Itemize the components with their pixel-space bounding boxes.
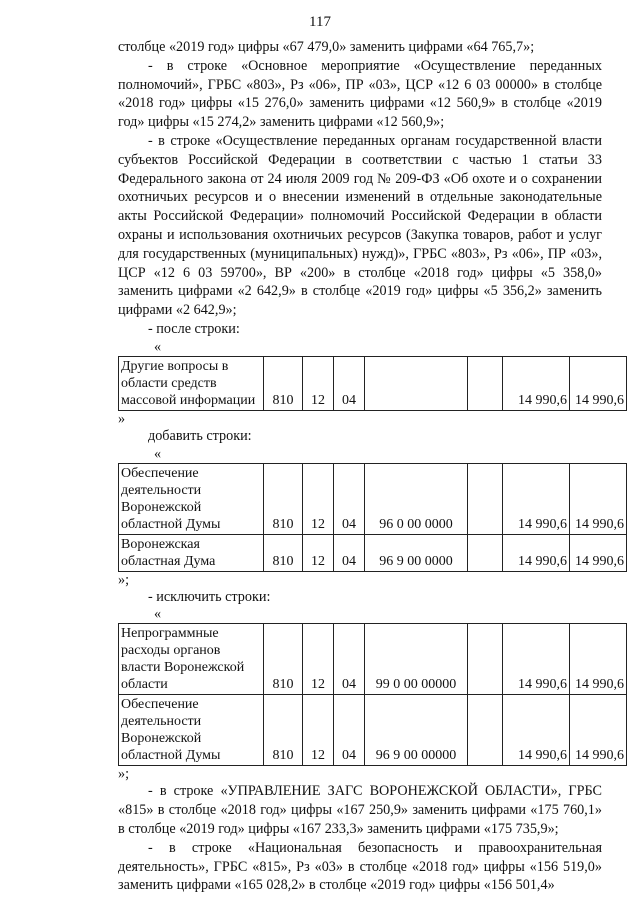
table-row: [119, 356, 627, 410]
cell-2018: 14 990,6: [503, 695, 570, 766]
cell-vr: [468, 695, 503, 766]
quote-open: «: [154, 338, 162, 355]
cell-csr: 99 0 00 00000: [365, 624, 468, 695]
paragraph: - исключить строки:: [148, 588, 271, 605]
cell-2019: 14 990,6: [570, 534, 627, 571]
paragraph: - в строке «Осуществление переданных органам государственной власти субъектов Российской Федерации в соответствии с частью 1 статьи 33 Федерального закона от 24 июля 2009 год № 209-ФЗ «Об охоте и о сохранении охотничьих ресурсов и о внесении изменений в отдельные законодательные акты Российской Федерации» полномочий Российской Федерации в области охраны и использования охотничьих ресурсов (Закупка товаров, работ и услуг для государственных (муниципальных) нужд)», ГРБС «803», Рз «06», ПР «03», ЦСР «12 6 03 59700», ВР «200» в столбце «2018 год» цифры «5 358,0» заменить цифрами «2 642,9» в столбце «2019 год» цифры «5 356,2» заменить цифрами «2 642,9»;: [118, 132, 602, 319]
row-name: Воронежская областная Дума: [119, 534, 264, 571]
cell-pr: 04: [334, 534, 365, 571]
quote-open: «: [154, 606, 162, 623]
quote-open: «: [154, 445, 162, 462]
cell-pr: 04: [334, 356, 365, 410]
cell-vr: [468, 624, 503, 695]
cell-rz: 12: [303, 356, 334, 410]
paragraph: - в строке «Национальная безопасность и правоохранительная деятельность», ГРБС «815», Рз «03» в столбце «2018 год» цифры «156 519,0» заменить цифрами «165 028,2» в столбце «2019 год» цифры «156 501,4»: [118, 839, 602, 894]
budget-table-1: [118, 356, 627, 411]
cell-rz: 12: [303, 534, 334, 571]
cell-grbs: 810: [264, 695, 303, 766]
quote-close: »: [118, 410, 126, 427]
cell-grbs: 810: [264, 463, 303, 534]
cell-vr: [468, 534, 503, 571]
cell-vr: [468, 356, 503, 410]
cell-2019: 14 990,6: [570, 695, 627, 766]
row-name: Непрограммные расходы органов власти Воронежской области: [119, 624, 264, 695]
cell-csr: 96 9 00 00000: [365, 695, 468, 766]
cell-2018: 14 990,6: [503, 463, 570, 534]
page-number: 117: [309, 14, 331, 30]
table-row: [119, 534, 627, 571]
cell-2019: 14 990,6: [570, 463, 627, 534]
cell-pr: 04: [334, 463, 365, 534]
cell-vr: [468, 463, 503, 534]
cell-rz: 12: [303, 624, 334, 695]
cell-csr: [365, 356, 468, 410]
cell-2019: 14 990,6: [570, 356, 627, 410]
cell-csr: 96 0 00 0000: [365, 463, 468, 534]
cell-pr: 04: [334, 624, 365, 695]
table-row: [119, 695, 627, 766]
cell-rz: 12: [303, 695, 334, 766]
cell-grbs: 810: [264, 356, 303, 410]
row-name: Другие вопросы в области средств массовой информации: [119, 356, 264, 410]
table-row: [119, 463, 627, 534]
cell-csr: 96 9 00 0000: [365, 534, 468, 571]
budget-table-2: [118, 463, 627, 572]
paragraph: добавить строки:: [148, 427, 252, 444]
cell-2018: 14 990,6: [503, 356, 570, 410]
cell-2018: 14 990,6: [503, 534, 570, 571]
cell-grbs: 810: [264, 534, 303, 571]
paragraph: столбце «2019 год» цифры «67 479,0» заменить цифрами «64 765,7»;: [118, 39, 535, 55]
cell-pr: 04: [334, 695, 365, 766]
table-row: [119, 624, 627, 695]
cell-rz: 12: [303, 463, 334, 534]
row-name: Обеспечение деятельности Воронежской областной Думы: [119, 463, 264, 534]
cell-grbs: 810: [264, 624, 303, 695]
document-body: [118, 38, 624, 895]
row-name: Обеспечение деятельности Воронежской областной Думы: [119, 695, 264, 766]
quote-close: »;: [118, 571, 130, 588]
cell-2018: 14 990,6: [503, 624, 570, 695]
cell-2019: 14 990,6: [570, 624, 627, 695]
paragraph: - в строке «Основное мероприятие «Осуществление переданных полномочий», ГРБС «803», Рз «06», ПР «03», ЦСР «12 6 03 00000» в столбце «2018 год» цифры «15 276,0» заменить цифрами «12 560,9» в столбце «2019 год» цифры «15 274,2» заменить цифрами «12 560,9»;: [118, 57, 602, 131]
paragraph: - после строки:: [148, 320, 240, 337]
paragraph: - в строке «УПРАВЛЕНИЕ ЗАГС ВОРОНЕЖСКОЙ ОБЛАСТИ», ГРБС «815» в столбце «2018 год» цифры «167 250,9» заменить цифрами «175 760,1» в столбце «2019 год» цифры «167 233,3» заменить цифрами «175 735,9»;: [118, 783, 602, 837]
budget-table-3: [118, 623, 627, 766]
quote-close: »;: [118, 766, 130, 783]
